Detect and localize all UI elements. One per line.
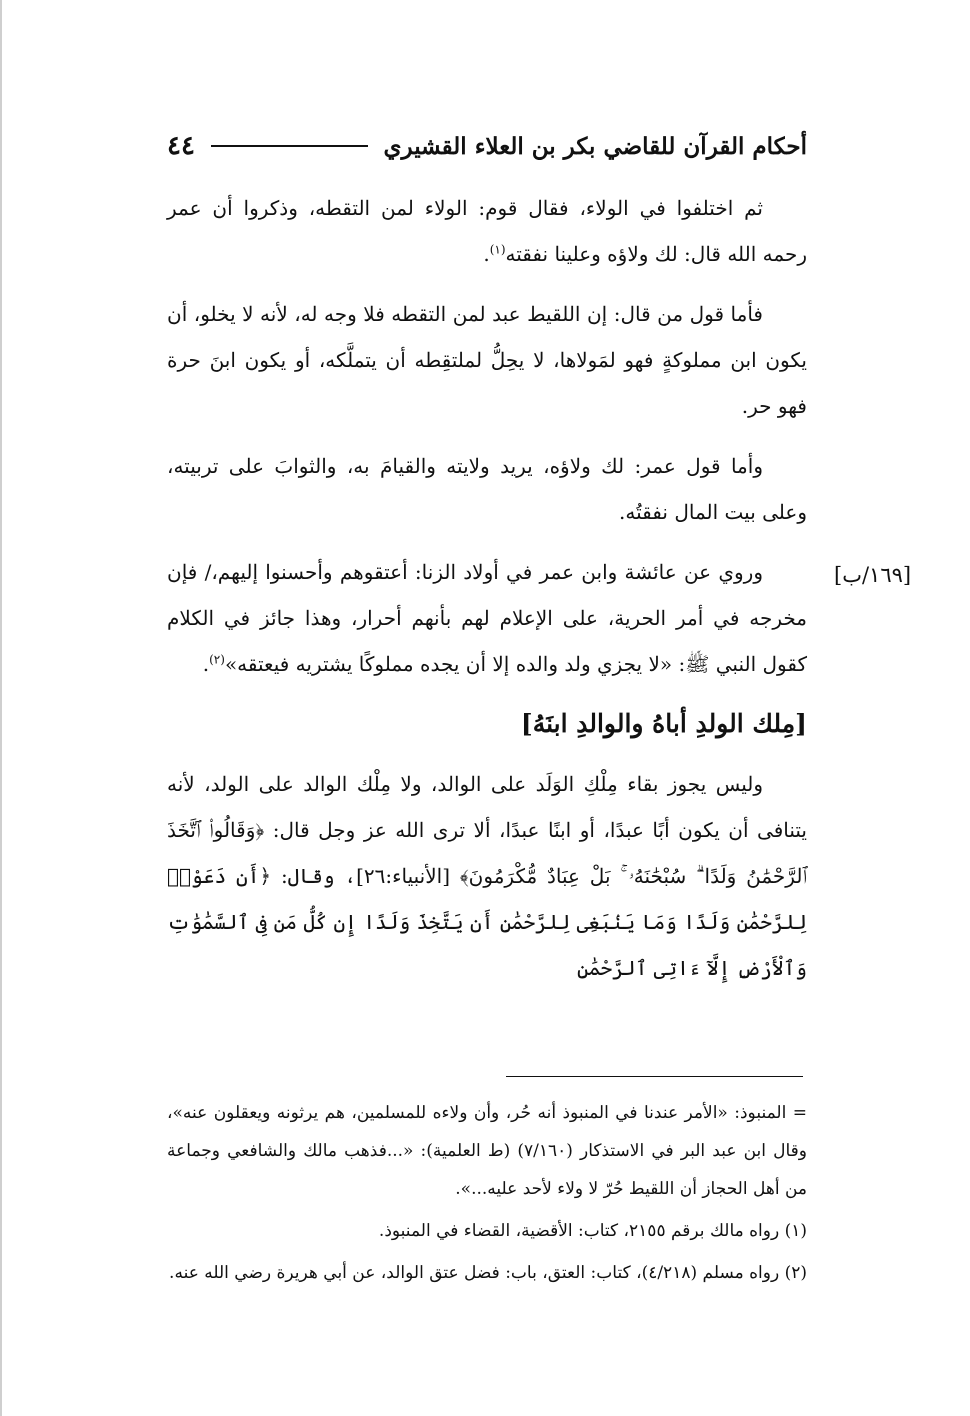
paragraph-3: وأما قول عمر: لك ولاؤه، يريد ولايته والقيامَ به، والثوابَ على تربيته، وعلى بيت المال نفقتُه. xyxy=(167,454,807,524)
running-title: أحكام القرآن للقاضي بكر بن العلاء القشيري xyxy=(383,132,807,160)
page-header xyxy=(167,126,807,166)
paragraph-5: وليس يجوز بقاء مِلْكِ الوَلَد على الوالد، ولا مِلْك الوالد على الولد، لأنه يتنافى أن يكون أبًا عبدًا، أو ابنًا عبدًا، ألا ترى الله عز وجل قال: ﴿وَقَالُوا۟ ٱتَّخَذَ ٱلرَّحْمَٰنُ وَلَدًا ۗ سُبْحَٰنَهُۥ ۚ بَلْ عِبَادٌ مُّكْرَمُونَ﴾ [الأنبياء:٢٦]، وقال: ﴿أَن دَعَوْا۟ لِلرَّحْمَٰنِ وَلَدًا وَمَا يَنۢبَغِى لِلرَّحْمَٰنِ أَن يَتَّخِذَ وَلَدًا إِن كُلُّ مَن فِى ٱلسَّمَٰوَٰتِ وَٱلْأَرْضِ إِلَّآ ءَاتِى ٱلرَّحْمَٰنِ xyxy=(167,772,807,980)
footnote-separator xyxy=(506,1076,803,1077)
header-rule xyxy=(211,145,368,147)
footnote-ref-1: (١) xyxy=(489,242,506,257)
paragraph-2: فأما قول من قال: إن اللقيط عبد لمن التقطه فلا وجه له، لأنه لا يخلو، أن يكون ابن مملوكةٍ فهو لمَولاها، لا يحِلُّ لملتقِطه أن يتملَّكه، أو يكون ابنَ حرة فهو حر. xyxy=(167,302,807,418)
footnote-1: (١) رواه مالك برقم ٢١٥٥، كتاب: الأقضية، القضاء في المنبوذ. xyxy=(378,1221,807,1241)
main-text xyxy=(167,185,807,1005)
footnote-2: (٢) رواه مسلم (٤/٢١٨)، كتاب: العتق، باب: فضل عتق الوالد، عن أبي هريرة رضي الله عنه. xyxy=(169,1263,807,1283)
manuscript-folio-note: [١٦٩/ب] xyxy=(834,563,912,587)
binding-edge-line xyxy=(0,0,2,1416)
section-heading: [مِلك الولدِ أباهُ والوالدِ ابنَهُ] xyxy=(520,709,807,738)
page-number: ٤٤ xyxy=(167,131,195,161)
paragraph-1: ثم اختلفوا في الولاء، فقال قوم: الولاء لمن التقطه، وذكروا أن عمر رحمه الله قال: لك ولاؤه وعلينا نفقته$^{(١)}$. xyxy=(167,196,807,266)
footnote-continuation: = المنبوذ: «الأمر عندنا في المنبوذ أنه حُر، وأن ولاءه للمسلمين، هم يرثونه ويعقلون عنه»، وقال ابن عبد البر في الاستذكار (٧/١٦٠) (ط العلمية): «...فذهب مالك والشافعي وجماعة من أهل الحجاز أن اللقيط حُرّ لا ولاء لأحد عليه...». xyxy=(167,1103,807,1199)
paragraph-4: وروي عن عائشة وابن عمر في أولاد الزنا: أعتقوهم وأحسنوا إليهم،/ فإن مخرجه في أمر الحرية، على الإعلام لهم بأنهم أحرار، وهذا جائز في الكلام كقول النبي ﷺ: «لا يجزي ولد والده إلا أن يجده مملوكًا يشتريه فيعتقه»$^{(٢)}$. xyxy=(167,560,807,676)
footnotes xyxy=(167,1094,807,1296)
footnote-ref-2: (٢) xyxy=(209,652,225,667)
